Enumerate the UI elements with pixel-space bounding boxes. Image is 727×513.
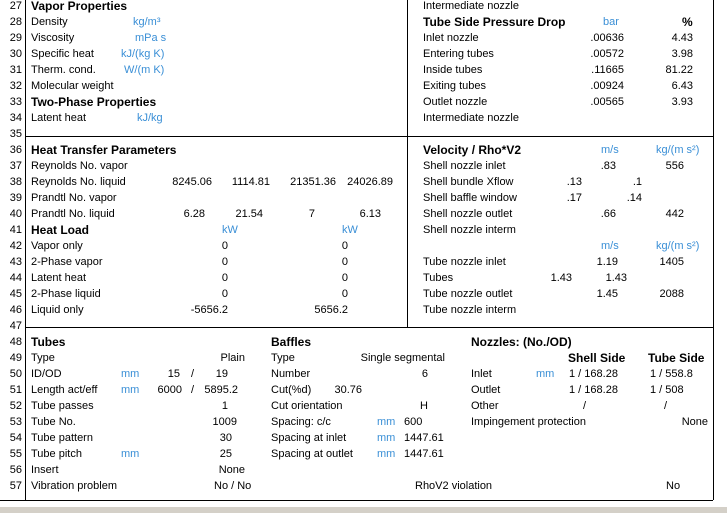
velocity-shell-label: Shell nozzle inlet	[423, 160, 506, 172]
row-label: Vibration problem	[31, 480, 118, 492]
pressure-unit-bar: bar	[603, 16, 619, 28]
velocity-tube-v: 1.43	[550, 272, 572, 284]
tube-insert-value: None	[218, 464, 245, 476]
row-number: 41	[9, 224, 22, 236]
velocity-tube-label: Tubes	[423, 272, 454, 284]
baffle-unit: mm	[377, 416, 396, 428]
rhov2-violation-value: No	[666, 480, 681, 492]
nozzle-inlet-label: Inlet	[471, 368, 492, 380]
heat-load-value-2: 0	[341, 240, 348, 252]
tube-id-value: 15	[167, 368, 180, 380]
row-number: 33	[9, 96, 22, 108]
pressure-item-label: Intermediate nozzle	[423, 112, 519, 124]
nozzle-inlet-unit: mm	[536, 368, 555, 380]
reynolds-liquid-4: 24026.89	[347, 176, 393, 188]
impingement-value: None	[681, 416, 708, 428]
row-label: 2-Phase liquid	[31, 288, 101, 300]
heat-load-unit-1: kW	[222, 224, 238, 236]
reynolds-liquid-2: 1114.81	[231, 176, 270, 188]
row-label: Heat Transfer Parameters	[31, 143, 177, 157]
pressure-item-bar: .00924	[590, 80, 624, 92]
velocity-shell-r: 442	[665, 208, 684, 220]
row-number: 42	[9, 240, 22, 252]
row-number: 34	[9, 112, 22, 124]
row-label: Length act/eff	[31, 384, 98, 396]
heat-load-value-2: 0	[341, 256, 348, 268]
heat-load-value-1: 0	[221, 240, 228, 252]
divider-left	[25, 0, 26, 500]
row-number: 48	[9, 336, 22, 348]
pressure-item-label: Inlet nozzle	[423, 32, 479, 44]
velocity-unit-shell-v: m/s	[601, 144, 619, 156]
pressure-item-label: Exiting tubes	[423, 80, 486, 92]
pressure-item-label: Inside tubes	[423, 64, 483, 76]
divider-bottom	[0, 500, 713, 501]
velocity-shell-r: .14	[626, 192, 642, 204]
baffle-unit: mm	[377, 448, 396, 460]
row-number: 37	[9, 160, 22, 172]
velocity-shell-v: .17	[566, 192, 582, 204]
row-label: Two-Phase Properties	[31, 95, 157, 109]
pressure-intermediate-top: Intermediate nozzle	[423, 0, 519, 12]
row-label: Type	[31, 352, 55, 364]
nozzle-other-label: Other	[471, 400, 499, 412]
row-number: 45	[9, 288, 22, 300]
row-label: Latent heat	[31, 272, 87, 284]
impingement-label: Impingement protection	[471, 416, 586, 428]
velocity-shell-label: Shell bundle Xflow	[423, 176, 514, 188]
velocity-tube-r: 2088	[659, 288, 684, 300]
prandtl-liquid-3: 7	[308, 208, 315, 220]
row-label: Tube passes	[31, 400, 94, 412]
tube-pitch-value: 25	[219, 448, 232, 460]
reynolds-liquid-3: 21351.36	[290, 176, 336, 188]
unit-therm-cond: W/(m K)	[124, 64, 165, 76]
baffle-label: Type	[271, 352, 295, 364]
row-number: 32	[9, 80, 22, 92]
tube-length-unit: mm	[121, 384, 140, 396]
pressure-item-label: Entering tubes	[423, 48, 494, 60]
row-number: 29	[9, 32, 22, 44]
divider-mid	[407, 0, 408, 327]
pressure-item-label: Outlet nozzle	[423, 96, 488, 108]
row-label: Prandtl No. vapor	[31, 192, 117, 204]
nozzles-tube-side-header: Tube Side	[648, 351, 705, 365]
row-number: 51	[9, 384, 22, 396]
velocity-shell-label: Shell nozzle outlet	[423, 208, 513, 220]
pressure-item-pct: 3.98	[671, 48, 693, 60]
baffle-value: 1447.61	[404, 432, 444, 444]
divider-row-47	[25, 327, 713, 328]
baffle-label: Spacing at inlet	[271, 432, 347, 444]
row-label: ID/OD	[31, 368, 62, 380]
row-label: Molecular weight	[31, 80, 114, 92]
row-number: 50	[9, 368, 22, 380]
row-number: 55	[9, 448, 22, 460]
row-label: Insert	[31, 464, 59, 476]
row-label: Density	[31, 16, 68, 28]
row-label: Heat Load	[31, 223, 90, 237]
row-label: Tube No.	[31, 416, 76, 428]
heat-load-value-1: 0	[221, 288, 228, 300]
pressure-item-bar: .00565	[590, 96, 624, 108]
pressure-item-pct: 3.93	[671, 96, 693, 108]
nozzle-other-tube: /	[664, 400, 668, 412]
tube-pitch-unit: mm	[121, 448, 140, 460]
row-number: 53	[9, 416, 22, 428]
scroll-gutter	[0, 507, 727, 513]
row-number: 43	[9, 256, 22, 268]
unit-viscosity: mPa s	[135, 32, 167, 44]
baffle-label: Number	[271, 368, 311, 380]
row-number: 47	[9, 320, 22, 332]
row-label: Vapor Properties	[31, 0, 128, 13]
unit-density: kg/m³	[133, 16, 161, 28]
nozzle-inlet-tube: 1 / 558.8	[650, 368, 693, 380]
prandtl-liquid-4: 6.13	[359, 208, 381, 220]
row-label: Reynolds No. vapor	[31, 160, 128, 172]
velocity-tube-r: 1.43	[605, 272, 627, 284]
velocity-tube-label: Tube nozzle inlet	[423, 256, 506, 268]
nozzle-outlet-tube: 1 / 508	[650, 384, 684, 396]
velocity-title: Velocity / Rho*V2	[423, 143, 522, 157]
prandtl-liquid-2: 21.54	[235, 208, 263, 220]
baffle-value: 1447.61	[404, 448, 444, 460]
row-label: Vapor only	[31, 240, 83, 252]
tube-length-slash: /	[191, 384, 195, 396]
vibration-value: No / No	[214, 480, 252, 492]
velocity-shell-r: 556	[665, 160, 684, 172]
tube-length-eff: 5895.2	[204, 384, 238, 396]
velocity-shell-label: Shell nozzle interm	[423, 224, 516, 236]
heat-load-value-2: 5656.2	[314, 304, 348, 316]
pressure-item-pct: 6.43	[671, 80, 693, 92]
row-number: 46	[9, 304, 22, 316]
nozzles-title: Nozzles: (No./OD)	[471, 335, 572, 349]
velocity-shell-v: .83	[600, 160, 616, 172]
row-number: 49	[9, 352, 22, 364]
row-label: Reynolds No. liquid	[31, 176, 126, 188]
heat-load-value-1: -5656.2	[190, 304, 228, 316]
heat-load-value-1: 0	[221, 256, 228, 268]
baffle-label: Spacing at outlet	[271, 448, 353, 460]
pressure-title: Tube Side Pressure Drop	[423, 15, 566, 29]
baffle-value: 30.76	[334, 384, 362, 396]
tube-idod-slash: /	[191, 368, 195, 380]
baffle-value: Single segmental	[360, 352, 445, 364]
velocity-tube-v: 1.19	[596, 256, 618, 268]
velocity-shell-v: .13	[566, 176, 582, 188]
row-label: Tube pattern	[31, 432, 93, 444]
pressure-item-bar: .00572	[590, 48, 624, 60]
baffle-label: Spacing: c/c	[271, 416, 331, 428]
row-number: 36	[9, 144, 22, 156]
row-number: 44	[9, 272, 22, 284]
baffle-value: 600	[404, 416, 423, 428]
row-label: Latent heat	[31, 112, 87, 124]
baffle-unit: mm	[377, 432, 396, 444]
baffle-value: H	[420, 400, 428, 412]
row-label: Liquid only	[31, 304, 84, 316]
pressure-item-bar: .11665	[591, 64, 624, 76]
velocity-shell-r: .1	[632, 176, 642, 188]
baffle-label: Cut orientation	[271, 400, 343, 412]
pressure-item-pct: 4.43	[671, 32, 693, 44]
row-label: Therm. cond.	[31, 64, 96, 76]
heat-load-unit-2: kW	[342, 224, 358, 236]
row-label: Specific heat	[31, 48, 94, 60]
row-number: 35	[9, 128, 22, 140]
row-number: 27	[9, 0, 22, 12]
heat-load-value-2: 0	[341, 288, 348, 300]
row-label: Viscosity	[31, 32, 75, 44]
velocity-tube-v: 1.45	[596, 288, 618, 300]
tube-no-value: 1009	[212, 416, 237, 428]
pressure-item-pct: 81.22	[665, 64, 693, 76]
unit-latent-heat: kJ/kg	[137, 112, 163, 124]
velocity-shell-v: .66	[600, 208, 616, 220]
divider-row-35	[25, 136, 713, 137]
rhov2-violation-label: RhoV2 violation	[415, 480, 493, 492]
row-number: 31	[9, 64, 22, 76]
baffle-label: Cut(%d)	[271, 384, 312, 396]
reynolds-liquid-1: 8245.06	[172, 176, 212, 188]
nozzle-other-shell: /	[583, 400, 587, 412]
velocity-shell-label: Shell baffle window	[423, 192, 517, 204]
row-number: 38	[9, 176, 22, 188]
velocity-unit-shell-r: kg/(m s²)	[656, 144, 700, 156]
unit-specific-heat: kJ/(kg K)	[121, 48, 165, 60]
tube-passes-value: 1	[221, 400, 228, 412]
nozzle-outlet-label: Outlet	[471, 384, 501, 396]
tube-idod-unit: mm	[121, 368, 140, 380]
row-label: Tubes	[31, 335, 66, 349]
velocity-tube-label: Tube nozzle outlet	[423, 288, 513, 300]
tube-type-value: Plain	[220, 352, 245, 364]
heat-load-value-2: 0	[341, 272, 348, 284]
nozzles-shell-side-header: Shell Side	[568, 351, 626, 365]
row-number: 57	[9, 480, 22, 492]
heat-load-value-1: 0	[221, 272, 228, 284]
velocity-unit-tube-r: kg/(m s²)	[656, 240, 700, 252]
row-label: Prandtl No. liquid	[31, 208, 115, 220]
tube-length-act: 6000	[157, 384, 182, 396]
row-label: Tube pitch	[31, 448, 82, 460]
velocity-tube-r: 1405	[659, 256, 684, 268]
nozzle-inlet-shell: 1 / 168.28	[569, 368, 618, 380]
prandtl-liquid-1: 6.28	[183, 208, 205, 220]
row-number: 28	[9, 16, 22, 28]
row-number: 54	[9, 432, 22, 444]
row-number: 40	[9, 208, 22, 220]
row-label: 2-Phase vapor	[31, 256, 103, 268]
velocity-tube-label: Tube nozzle interm	[423, 304, 517, 316]
baffle-value: 6	[421, 368, 428, 380]
row-number: 56	[9, 464, 22, 476]
velocity-unit-tube-v: m/s	[601, 240, 619, 252]
row-number: 39	[9, 192, 22, 204]
pressure-unit-pct: %	[682, 15, 693, 29]
row-number: 30	[9, 48, 22, 60]
divider-right	[713, 0, 714, 500]
tube-od-value: 19	[215, 368, 228, 380]
baffles-title: Baffles	[271, 335, 312, 349]
nozzle-outlet-shell: 1 / 168.28	[569, 384, 618, 396]
pressure-item-bar: .00636	[590, 32, 624, 44]
tube-pattern-value: 30	[219, 432, 232, 444]
row-number: 52	[9, 400, 22, 412]
